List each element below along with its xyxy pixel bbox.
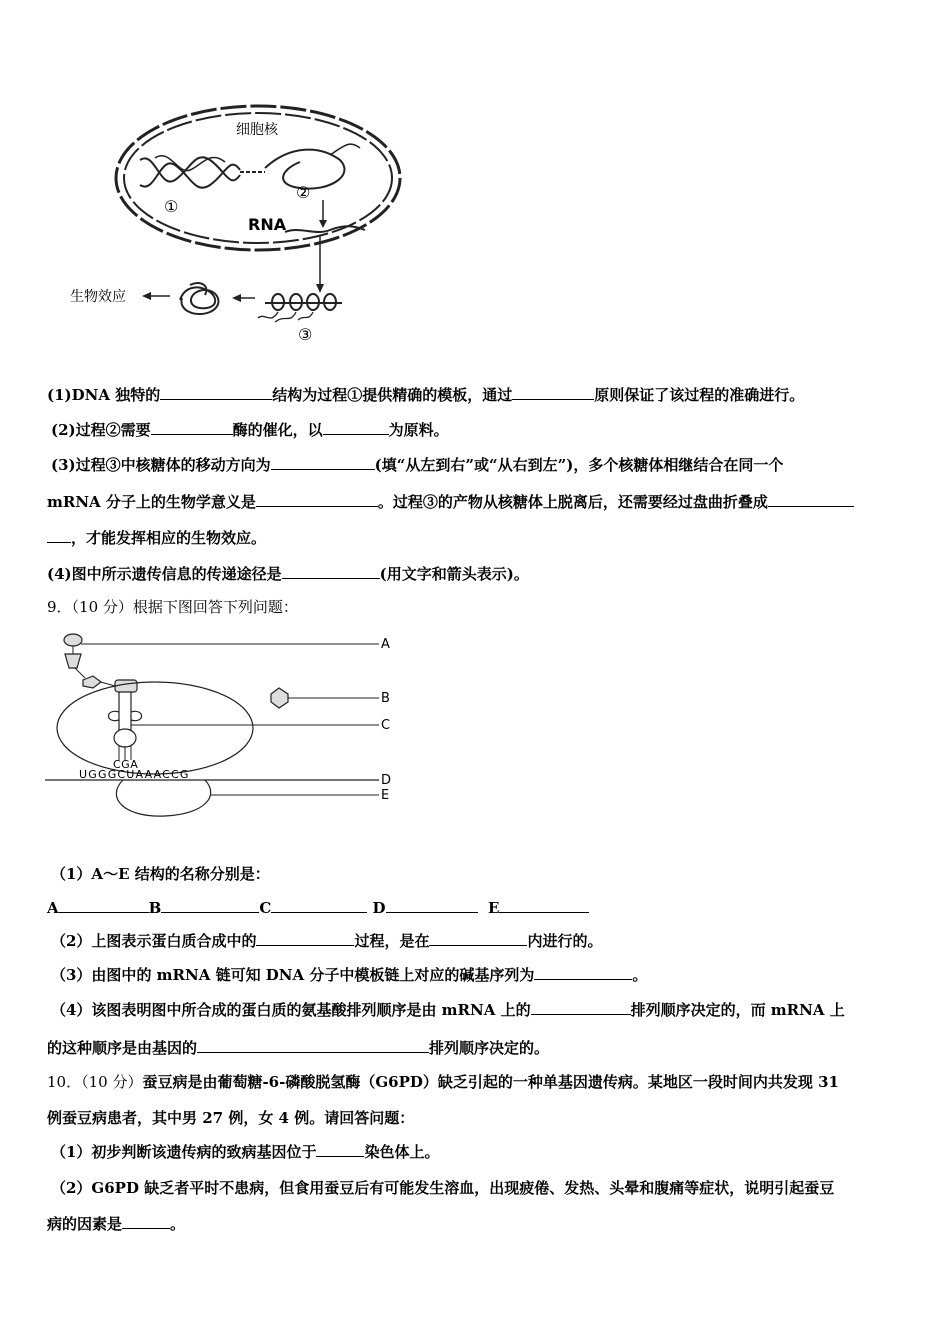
ribosome-small-subunit (116, 780, 210, 816)
blank (256, 931, 354, 946)
amino-acid (65, 654, 81, 668)
blank (512, 385, 594, 400)
blank (282, 564, 380, 579)
q9-stem: 9．（10 分）根据下图回答下列问题： (47, 598, 298, 616)
mrna-sequence: UGGGCUAAACCG (79, 768, 190, 781)
gene-expression-diagram (60, 100, 420, 350)
marker-1: ① (164, 197, 179, 216)
q8-part3: (3)过程③中核糖体的移动方向为 (填“从左到右”或“从右到左”)，多个核糖体相继结合在同一个 (51, 456, 784, 474)
q9-part3: （3）由图中的 mRNA 链可知 DNA 分子中模板链上对应的碱基序列为 。 (51, 966, 648, 984)
blank (122, 1214, 170, 1229)
blank (499, 898, 589, 913)
q9-part4-cont: 的这种顺序是由基因的 排列顺序决定的。 (47, 1039, 550, 1057)
amino-acid-on-trna (115, 680, 137, 692)
folded-protein (180, 283, 218, 314)
marker-2: ② (296, 183, 311, 202)
trna (109, 692, 142, 730)
amino-acid (83, 676, 101, 688)
ribosome-large-subunit (57, 682, 253, 774)
anticodon: CGA (113, 758, 139, 771)
q10-part2: （2）G6PD 缺乏者平时不患病，但食用蚕豆后有可能发生溶血，出现疲倦、发热、头晕和腹痛等症状，说明引起蚕豆 (51, 1179, 835, 1197)
label-e: E (381, 788, 390, 803)
rna-label: RNA (248, 215, 287, 234)
effect-label: 生物效应 (70, 289, 126, 305)
blank (161, 898, 259, 913)
q8-part1: (1)DNA 独特的 结构为过程①提供精确的模板，通过 原则保证了该过程的准确进行。 (47, 386, 805, 404)
q8-part3-cont: mRNA 分子上的生物学意义是 。过程③的产物从核糖体上脱离后，还需要经过盘曲折叠成 (47, 492, 854, 512)
blank (160, 385, 272, 400)
q10-part2-cont: 病的因素是 。 (47, 1215, 186, 1233)
q8-part4: (4)图中所示遗传信息的传递途径是 (用文字和箭头表示)。 (47, 565, 529, 583)
blank (531, 1000, 631, 1015)
blank (323, 420, 389, 435)
blank (59, 898, 149, 913)
q9-part2: （2）上图表示蛋白质合成中的 过程，是在 内进行的。 (51, 932, 603, 950)
blank (429, 931, 527, 946)
q8-part3-end: ，才能发挥相应的生物效应。 (47, 528, 266, 548)
label-c: C (381, 718, 391, 733)
amino-acid (64, 634, 82, 646)
label-b: B (381, 691, 390, 706)
blank (316, 1142, 364, 1157)
q10-part1: （1）初步判断该遗传病的致病基因位于 染色体上。 (51, 1143, 440, 1161)
blank (534, 965, 632, 980)
blank (151, 420, 233, 435)
blank (256, 492, 378, 507)
blank (386, 898, 478, 913)
q9-part4: （4）该图表明图中所合成的蛋白质的氨基酸排列顺序是由 mRNA 上的 排列顺序决定的，而 mRNA 上 (51, 1001, 845, 1019)
free-amino-acid (271, 688, 288, 708)
blank (768, 492, 854, 507)
q10-stem: 10．（10 分）蚕豆病是由葡萄糖-6-磷酸脱氢酶（G6PD）缺乏引起的一种单基因遗传病。某地区一段时间内共发现 31 (47, 1073, 839, 1091)
marker-3: ③ (298, 325, 313, 344)
blank (271, 455, 375, 470)
label-d: D (381, 773, 392, 788)
nucleus-label: 细胞核 (236, 122, 278, 138)
blank (197, 1038, 429, 1053)
q8-part2: (2)过程②需要 酶的催化，以 为原料。 (51, 421, 449, 439)
translation-diagram (45, 628, 405, 828)
q10-stem-cont: 例蚕豆病患者，其中男 27 例，女 4 例。请回答问题： (47, 1109, 415, 1127)
blank (271, 898, 367, 913)
q9-part1: （1）A～E 结构的名称分别是： (51, 865, 270, 883)
blank (47, 528, 71, 543)
label-a: A (381, 637, 390, 652)
q9-names: A B C D E (47, 898, 589, 918)
